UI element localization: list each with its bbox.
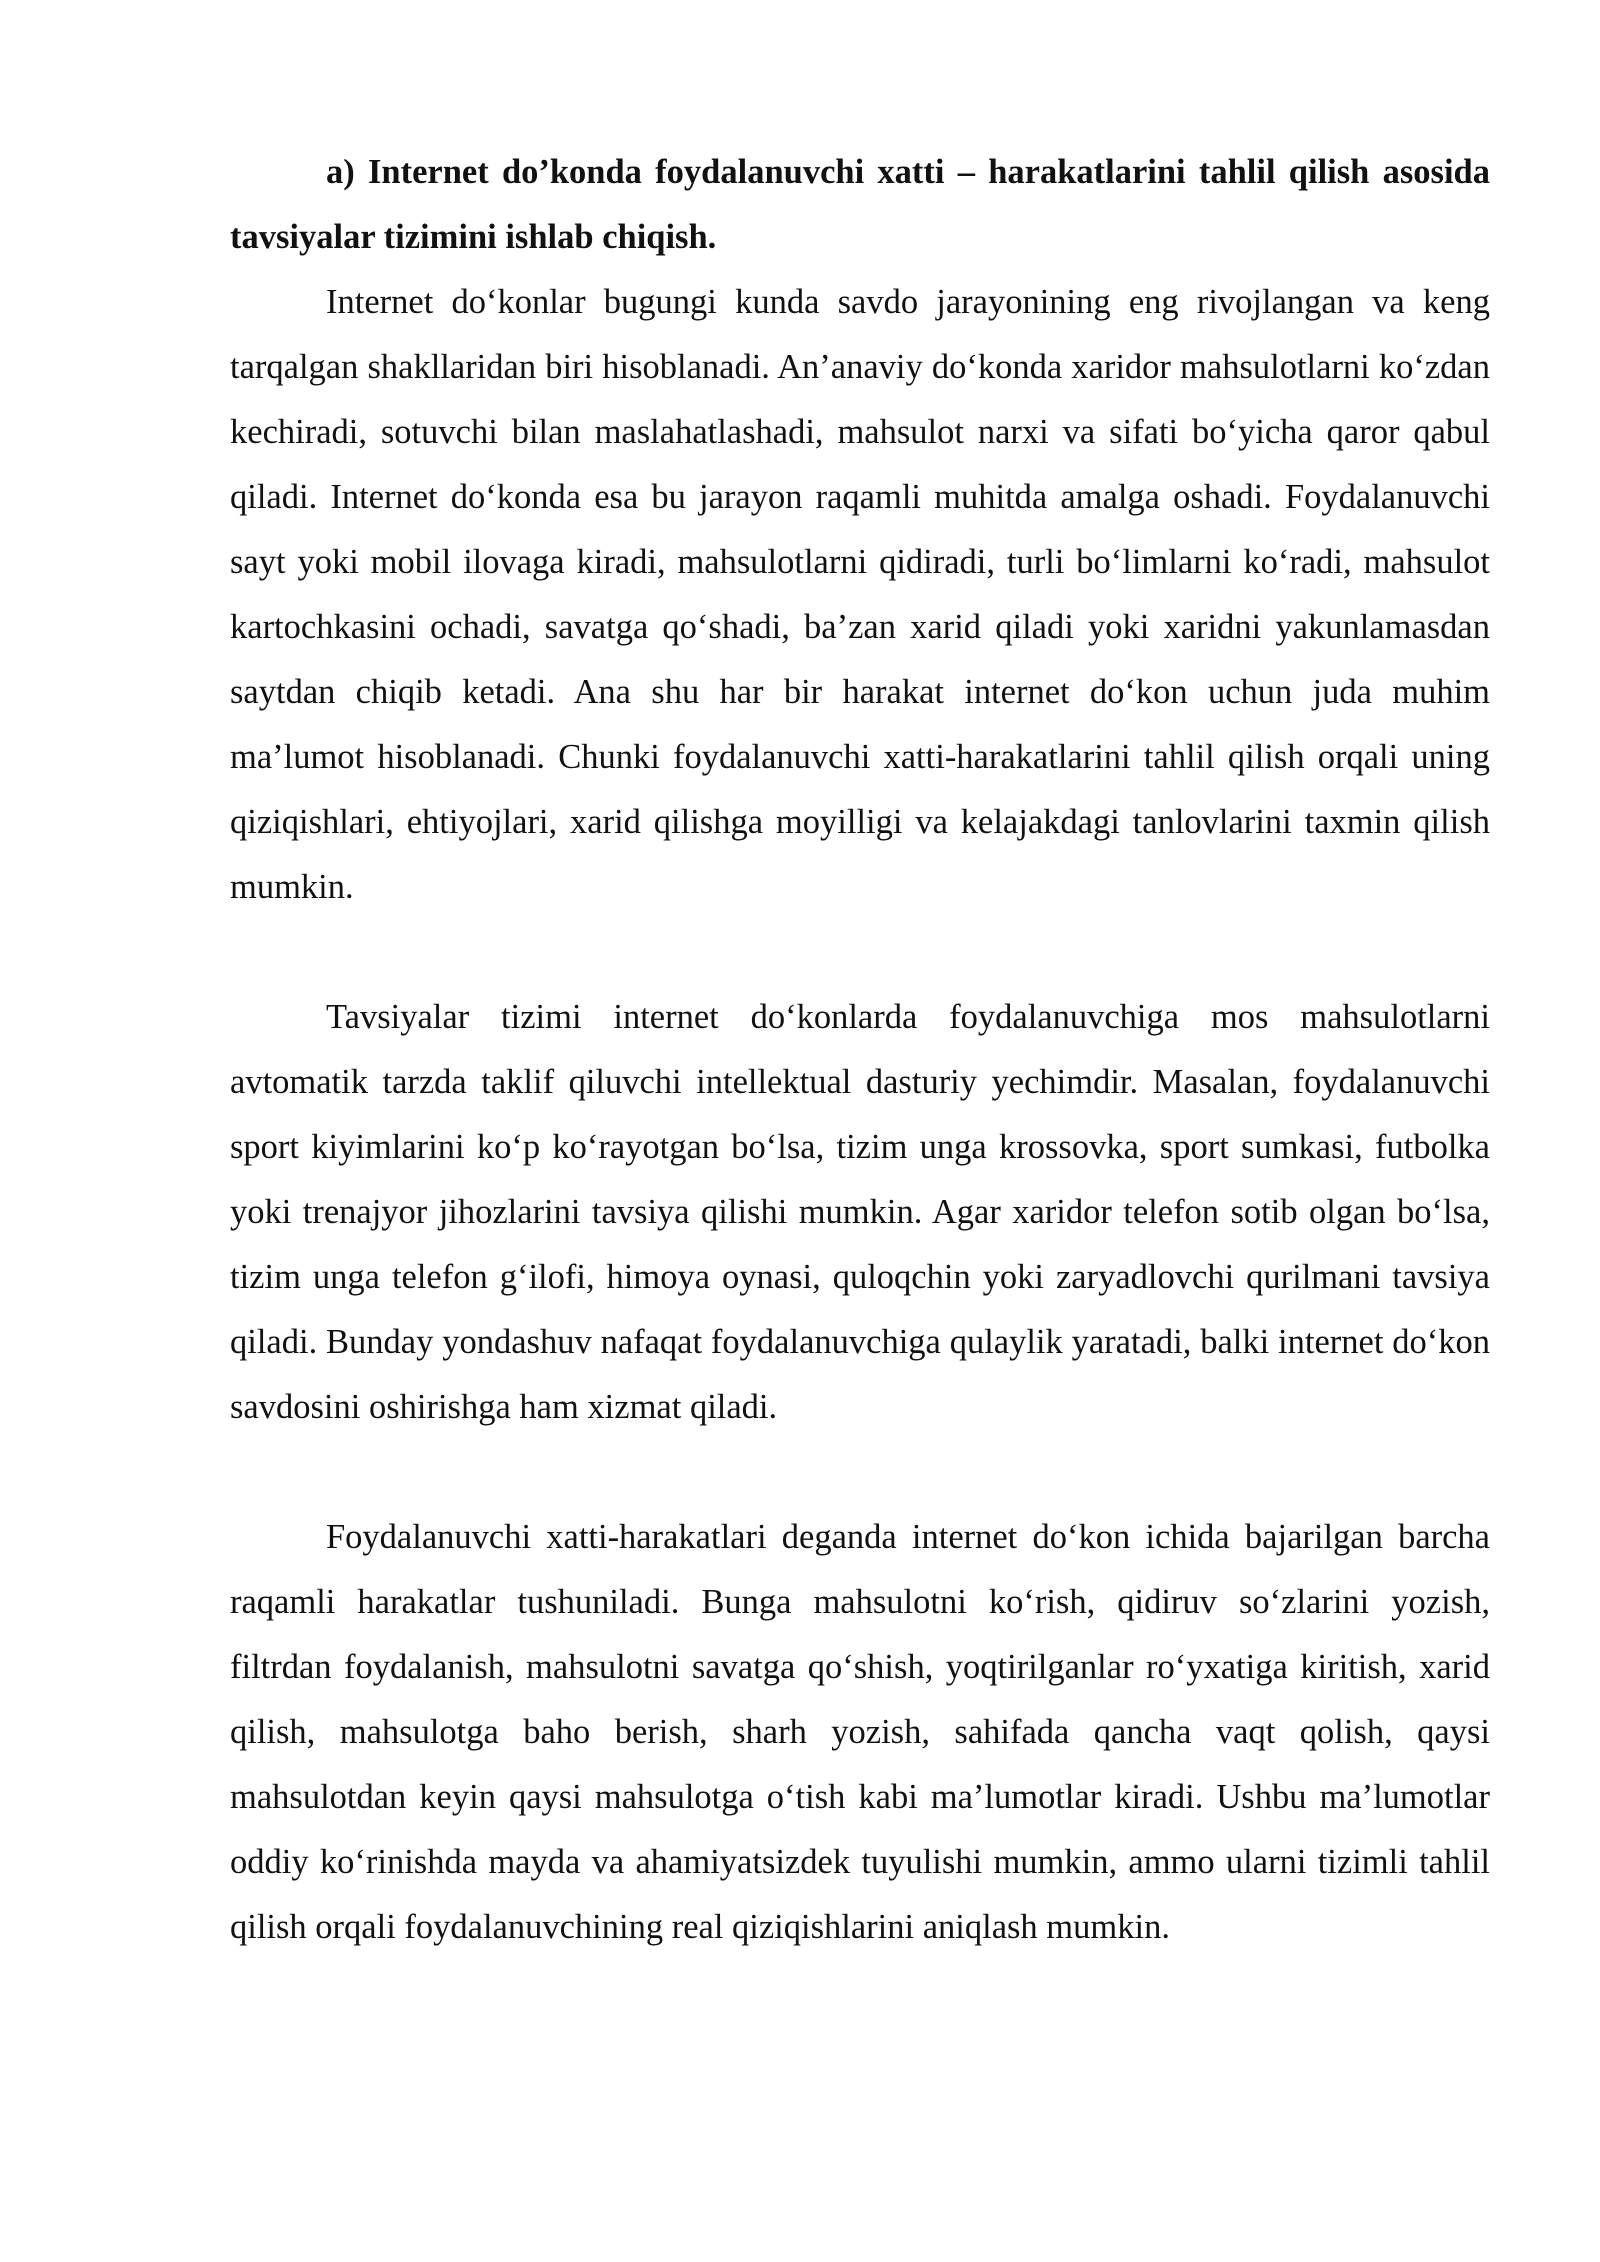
paragraph-spacer bbox=[230, 920, 1490, 985]
section-heading: a) Internet do’konda foydalanuvchi xatti – harakatlarini tahlil qilish asosida tavsiyalar tizimini ishlab chiqish. bbox=[230, 153, 1490, 256]
paragraph-2: Tavsiyalar tizimi internet do‘konlarda foydalanuvchiga mos mahsulotlarni avtomatik tarzda taklif qiluvchi intellektual dasturiy yechimdir. Masalan, foydalanuvchi sport kiyimlarini ko‘p ko‘rayotgan bo‘lsa, tizim unga krossovka, sport sumkasi, futbolka yoki trenajyor jihozlarini tavsiya qilishi mumkin. Agar xaridor telefon sotib olgan bo‘lsa, tizim unga telefon g‘ilofi, himoya oynasi, quloqchin yoki zaryadlovchi qurilmani tavsiya qiladi. Bunday yondashuv nafaqat foydalanuvchiga qulaylik yaratadi, balki internet do‘kon savdosini oshirishga ham xizmat qiladi. bbox=[230, 998, 1490, 1426]
paragraph-1: Internet do‘konlar bugungi kunda savdo jarayonining eng rivojlangan va keng tarqalgan shakllaridan biri hisoblanadi. An’anaviy do‘konda xaridor mahsulotlarni ko‘zdan kechiradi, sotuvchi bilan maslahatlashadi, mahsulot narxi va sifati bo‘yicha qaror qabul qiladi. Internet do‘konda esa bu jarayon raqamli muhitda amalga oshadi. Foydalanuvchi sayt yoki mobil ilovaga kiradi, mahsulotlarni qidiradi, turli bo‘limlarni ko‘radi, mahsulot kartochkasini ochadi, savatga qo‘shadi, ba’zan xarid qiladi yoki xaridni yakunlamasdan saytdan chiqib ketadi. Ana shu har bir harakat internet do‘kon uchun juda muhim ma’lumot hisoblanadi. Chunki foydalanuvchi xatti-harakatlarini tahlil qilish orqali uning qiziqishlari, ehtiyojlari, xarid qilishga moyilligi va kelajakdagi tanlovlarini taxmin qilish mumkin. bbox=[230, 283, 1490, 906]
paragraph-spacer bbox=[230, 1440, 1490, 1505]
paragraph-3: Foydalanuvchi xatti-harakatlari deganda internet do‘kon ichida bajarilgan barcha raqamli harakatlar tushuniladi. Bunga mahsulotni ko‘rish, qidiruv so‘zlarini yozish, filtrdan foydalanish, mahsulotni savatga qo‘shish, yoqtirilganlar ro‘yxatiga kiritish, xarid qilish, mahsulotga baho berish, sharh yozish, sahifada qancha vaqt qolish, qaysi mahsulotdan keyin qaysi mahsulotga o‘tish kabi ma’lumotlar kiradi. Ushbu ma’lumotlar oddiy ko‘rinishda mayda va ahamiyatsizdek tuyulishi mumkin, ammo ularni tizimli tahlil qilish orqali foydalanuvchining real qiziqishlarini aniqlash mumkin. bbox=[230, 1518, 1490, 1946]
document-body bbox=[230, 140, 1490, 1960]
